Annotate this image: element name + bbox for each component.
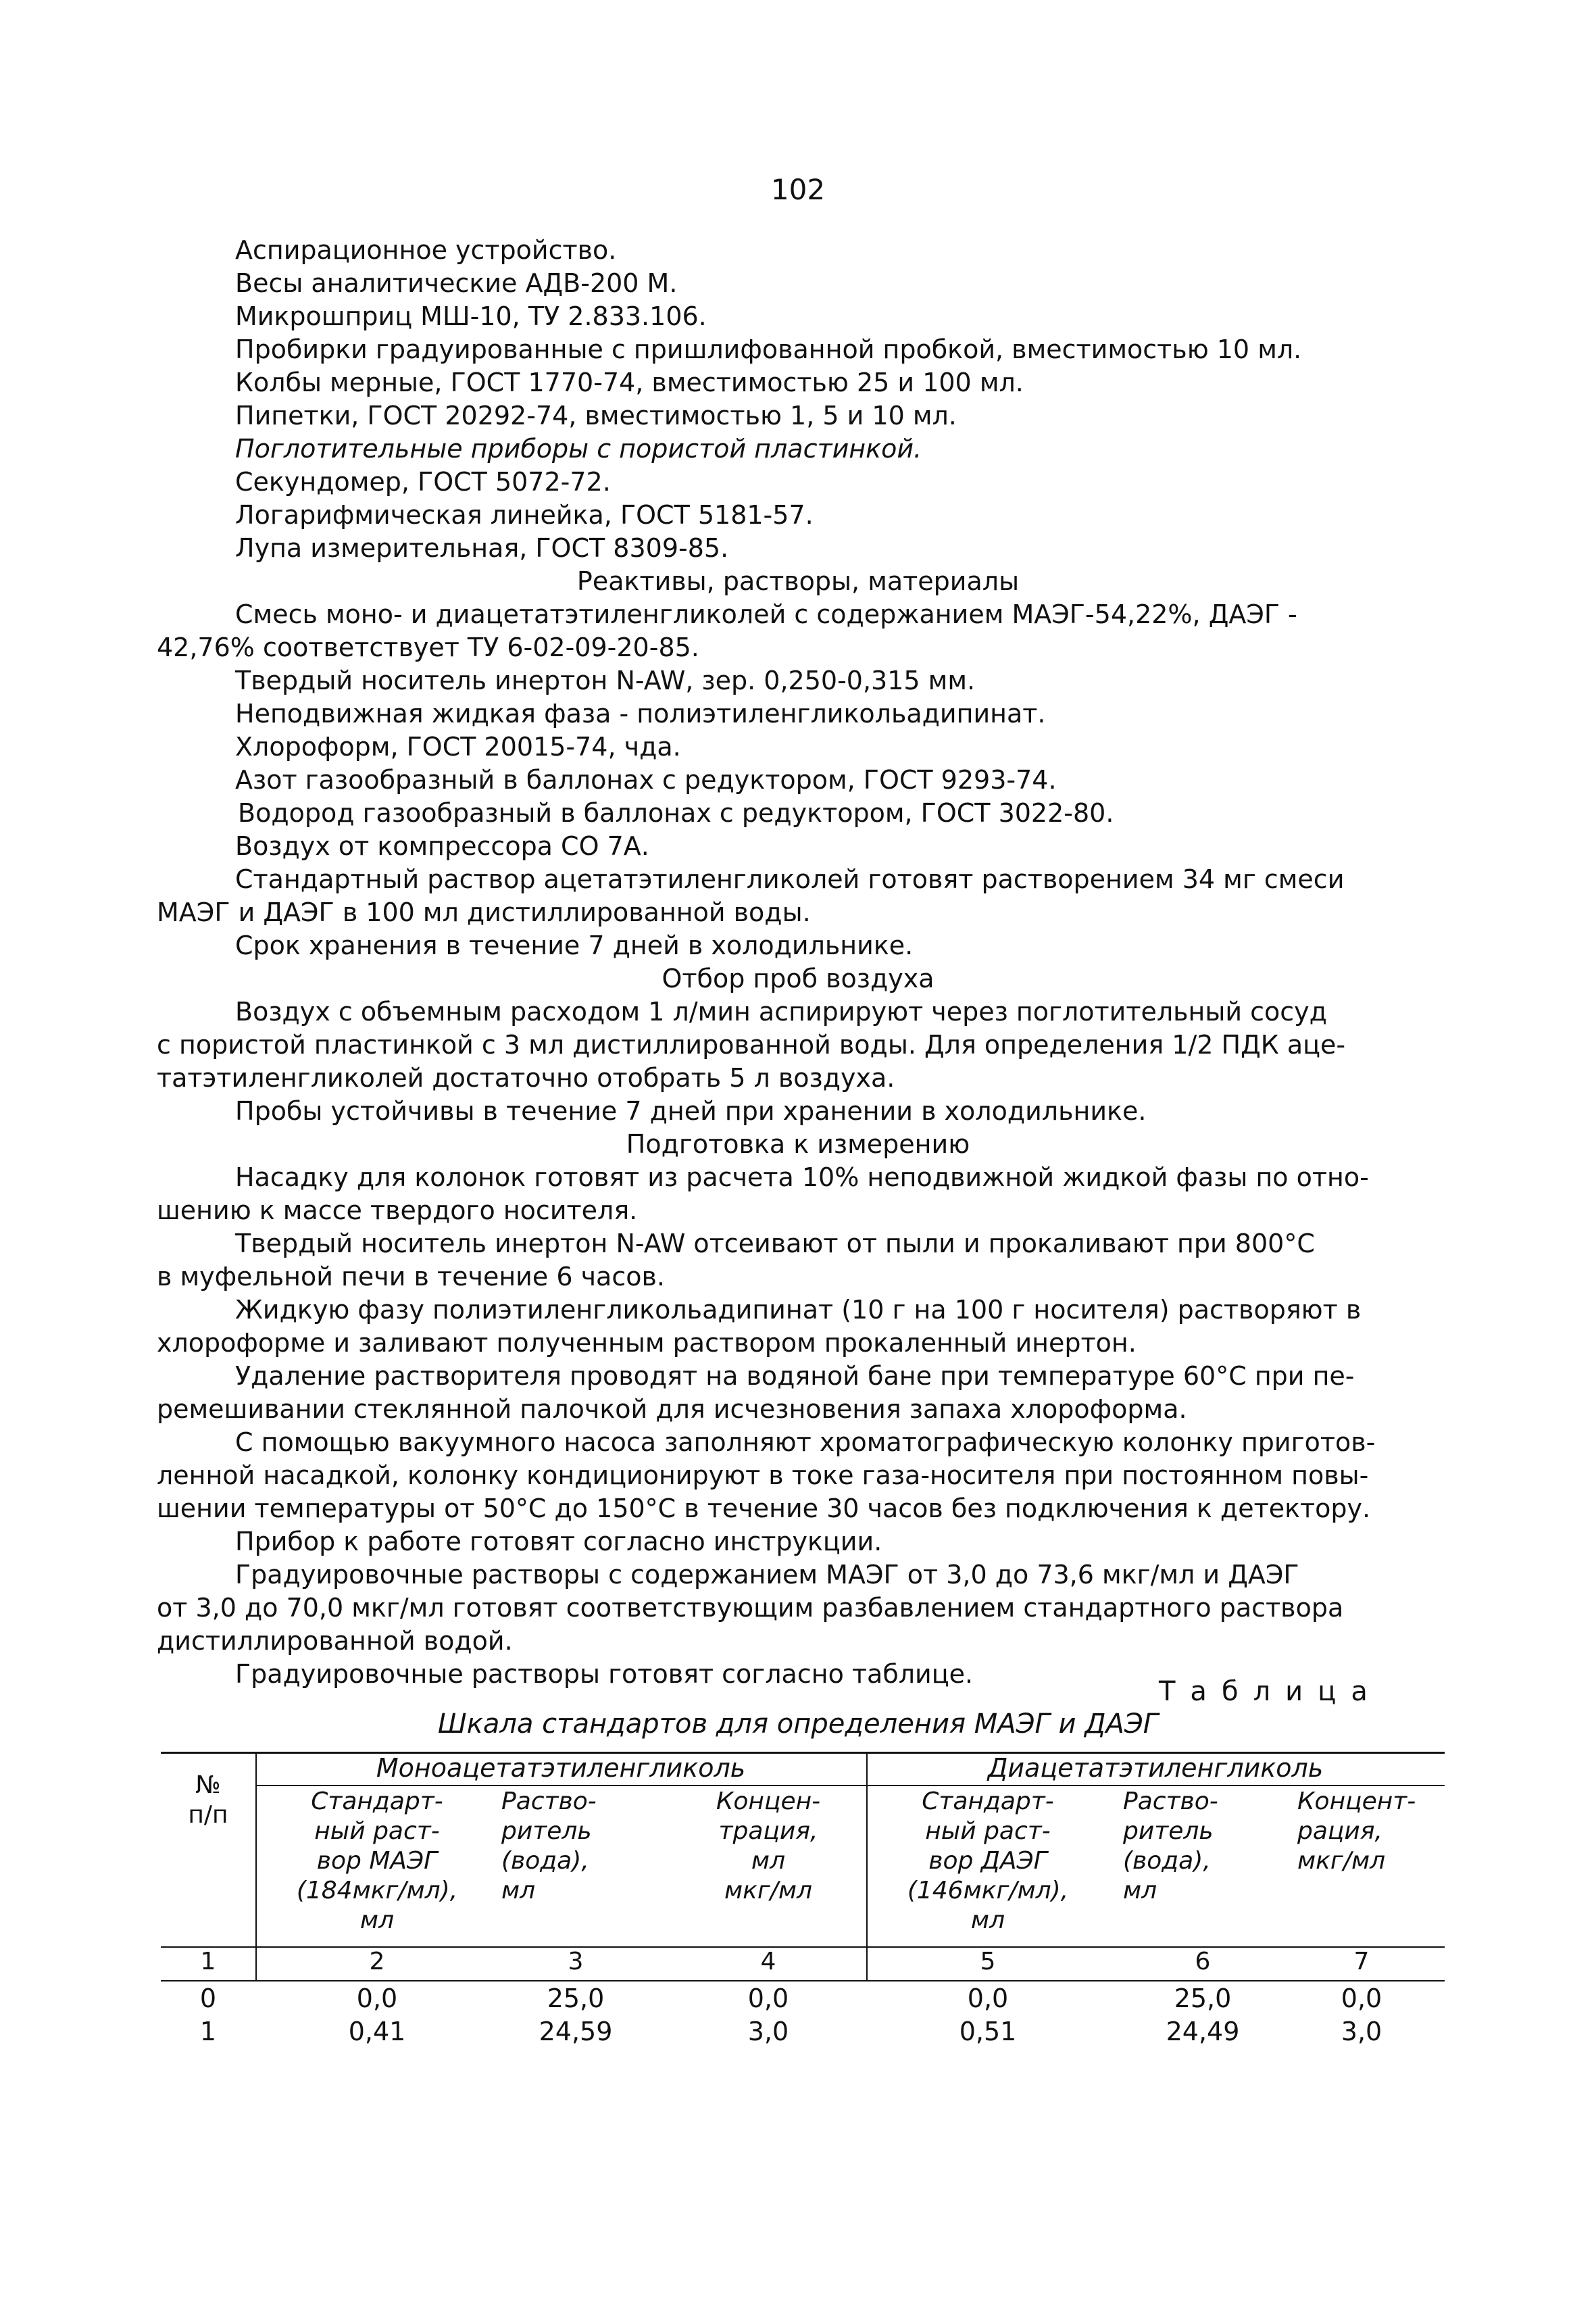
table-column-number: 2	[369, 1948, 385, 1975]
preparation-line: ленной насадкой, колонку кондиционируют в токе газа-носителя при постоянном повы-	[157, 1460, 1369, 1490]
reagents-line: Стандартный раствор ацетатэтиленгликолей готовят растворением 34 мг смеси	[235, 864, 1345, 894]
table-cell: 0,0	[967, 1984, 1009, 2013]
preparation-line: хлороформе и заливают полученным раствором прокаленный инертон.	[157, 1328, 1137, 1358]
equipment-line: Логарифмическая линейка, ГОСТ 5181-57.	[235, 500, 814, 530]
reagents-line: Смесь моно- и диацетатэтиленгликолей с содержанием МАЭГ-54,22%, ДАЭГ -	[235, 599, 1297, 629]
reagents-line: 42,76% соответствует ТУ 6-02-09-20-85.	[157, 633, 699, 662]
preparation-line: Градуировочные растворы с содержанием МАЭГ от 3,0 до 73,6 мкг/мл и ДАЭГ	[235, 1560, 1299, 1590]
table-column-number: 7	[1353, 1948, 1370, 1975]
table-cell: 0,51	[959, 2017, 1017, 2046]
equipment-line: Поглотительные приборы с пористой пластинкой.	[235, 434, 922, 464]
equipment-line: Аспирационное устройство.	[235, 235, 617, 265]
equipment-line: Весы аналитические АДВ-200 М.	[235, 268, 678, 298]
preparation-line: С помощью вакуумного насоса заполняют хроматографическую колонку приготов-	[235, 1427, 1376, 1457]
table-column-number: 6	[1195, 1948, 1211, 1975]
table-cell: 0,0	[747, 1984, 789, 2013]
sampling-line: татэтиленгликолей достаточно отобрать 5 л воздуха.	[157, 1063, 895, 1093]
table-cell: 3,0	[747, 2017, 789, 2046]
table-cell: 0	[199, 1984, 217, 2013]
table-cell: 24,49	[1166, 2017, 1240, 2046]
table-group-mono: Моноацетатэтиленгликоль	[376, 1753, 746, 1783]
table-cell: 3,0	[1341, 2017, 1382, 2046]
preparation-line: Удаление растворителя проводят на водяной бане при температуре 60°С при пе-	[235, 1361, 1355, 1391]
table-cell: 24,59	[539, 2017, 613, 2046]
table-header-cell: Раство- ритель (вода), мл	[501, 1788, 597, 1904]
equipment-line: Микрошприц МШ-10, ТУ 2.833.106.	[235, 301, 707, 331]
table-label: Таблица	[1159, 1676, 1382, 1707]
table-cell: 25,0	[547, 1984, 605, 2013]
page-number: 102	[770, 173, 826, 206]
section-heading-preparation: Подготовка к измерению	[626, 1129, 970, 1159]
table-column-number: 3	[568, 1948, 584, 1975]
preparation-line: ремешивании стеклянной палочкой для исчезновения запаха хлороформа.	[157, 1394, 1187, 1424]
equipment-line: Пипетки, ГОСТ 20292-74, вместимостью 1, 5 и 10 мл.	[235, 401, 957, 430]
table-column-number: 4	[760, 1948, 776, 1975]
preparation-line: Градуировочные растворы готовят согласно таблице.	[235, 1659, 974, 1689]
equipment-line: Пробирки градуированные с пришлифованной пробкой, вместимостью 10 мл.	[235, 335, 1302, 364]
table-column-number: 1	[200, 1948, 216, 1975]
sampling-line: с пористой пластинкой с 3 мл дистиллированной воды. Для определения 1/2 ПДК аце-	[157, 1030, 1346, 1060]
table-header-cell: № п/п	[188, 1771, 228, 1829]
table-header-cell: Стандарт- ный раст- вор МАЭГ (184мкг/мл), мл	[296, 1788, 458, 1934]
equipment-line: Лупа измерительная, ГОСТ 8309-85.	[235, 533, 729, 563]
table-group-rule	[257, 1785, 1445, 1786]
sampling-line: Пробы устойчивы в течение 7 дней при хранении в холодильнике.	[235, 1096, 1147, 1126]
table-header-cell: Концен- трация, мл мкг/мл	[716, 1788, 821, 1904]
table-column-number: 5	[980, 1948, 996, 1975]
reagents-line: Срок хранения в течение 7 дней в холодильнике.	[235, 931, 914, 960]
preparation-line: Прибор к работе готовят согласно инструкции.	[235, 1527, 882, 1556]
table-cell: 0,0	[1341, 1984, 1382, 2013]
preparation-line: шению к массе твердого носителя.	[157, 1196, 638, 1225]
reagents-line: Воздух от компрессора СО 7А.	[235, 831, 649, 861]
preparation-line: Насадку для колонок готовят из расчета 10% неподвижной жидкой фазы по отно-	[235, 1162, 1369, 1192]
table-cell: 0,41	[348, 2017, 406, 2046]
table-cell: 0,0	[356, 1984, 398, 2013]
reagents-line: МАЭГ и ДАЭГ в 100 мл дистиллированной воды.	[157, 897, 811, 927]
reagents-line: Твердый носитель инертон N-AW, зер. 0,250-0,315 мм.	[235, 666, 976, 695]
preparation-line: в муфельной печи в течение 6 часов.	[157, 1262, 665, 1291]
equipment-line: Секундомер, ГОСТ 5072-72.	[235, 467, 611, 497]
preparation-line: шении температуры от 50°С до 150°С в течение 30 часов без подключения к детектору.	[157, 1494, 1371, 1523]
table-number-rule	[161, 1980, 1445, 1981]
table-cell: 25,0	[1174, 1984, 1232, 2013]
reagents-line: Азот газообразный в баллонах с редуктором, ГОСТ 9293-74.	[235, 765, 1057, 795]
reagents-line: Водород газообразный в баллонах с редуктором, ГОСТ 3022-80.	[238, 798, 1114, 828]
section-heading-reagents: Реактивы, растворы, материалы	[576, 566, 1020, 596]
table-header-cell: Стандарт- ный раст- вор ДАЭГ (146мкг/мл), мл	[907, 1788, 1069, 1934]
preparation-line: Твердый носитель инертон N-AW отсеивают от пыли и прокаливают при 800°С	[235, 1229, 1315, 1258]
table-group-di: Диацетатэтиленгликоль	[987, 1753, 1324, 1783]
section-heading-sampling: Отбор проб воздуха	[662, 964, 934, 993]
table-title: Шкала стандартов для определения МАЭГ и ДАЭГ	[437, 1708, 1159, 1740]
sampling-line: Воздух с объемным расходом 1 л/мин аспирируют через поглотительный сосуд	[235, 997, 1327, 1027]
table-cell: 1	[199, 2017, 217, 2046]
reagents-line: Хлороформ, ГОСТ 20015-74, чда.	[235, 732, 681, 762]
preparation-line: дистиллированной водой.	[157, 1626, 513, 1656]
equipment-line: Колбы мерные, ГОСТ 1770-74, вместимостью 25 и 100 мл.	[235, 368, 1024, 397]
preparation-line: от 3,0 до 70,0 мкг/мл готовят соответствующим разбавлением стандартного раствора	[157, 1593, 1344, 1623]
reagents-line: Неподвижная жидкая фаза - полиэтиленгликольадипинат.	[235, 699, 1046, 729]
table-header-cell: Раство- ритель (вода), мл	[1123, 1788, 1218, 1904]
table-header-cell: Концент- рация, мкг/мл	[1297, 1788, 1416, 1875]
preparation-line: Жидкую фазу полиэтиленгликольадипинат (10 г на 100 г носителя) растворяют в	[235, 1295, 1362, 1325]
